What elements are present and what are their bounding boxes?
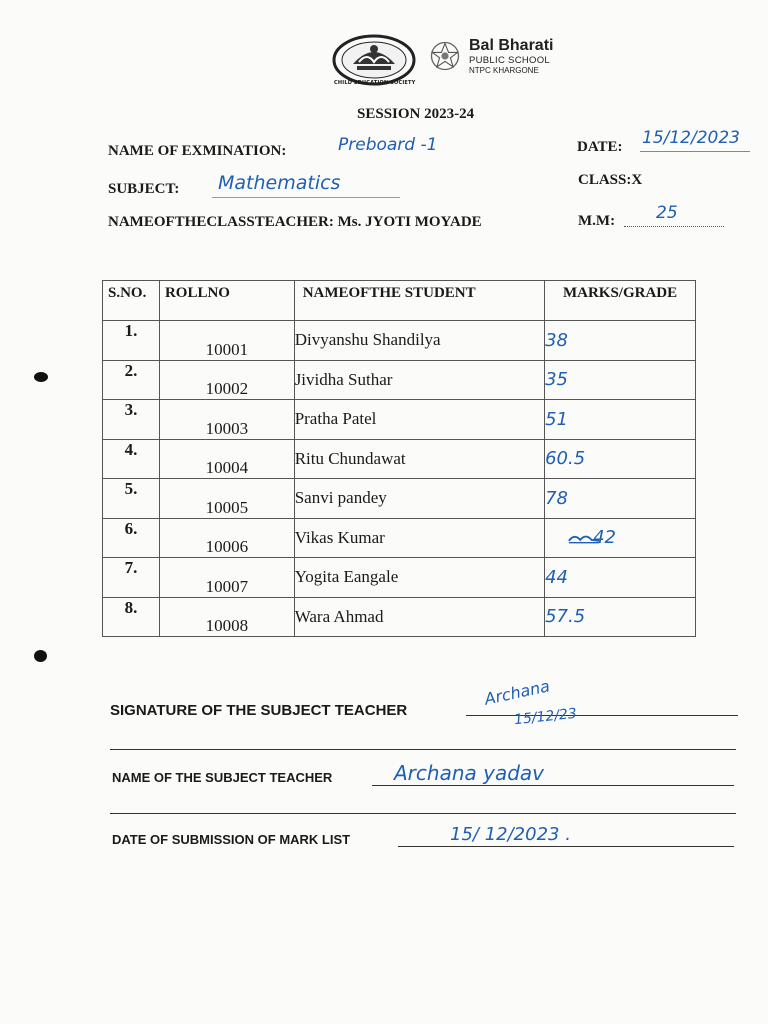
row-roll: 10006: [159, 518, 294, 558]
school-emblem-icon: [427, 38, 463, 74]
class-label: CLASS:X: [578, 172, 643, 188]
row-sno: 5.: [103, 479, 160, 519]
row-name: Jividha Suthar: [294, 360, 544, 400]
row-mark-cell: [545, 479, 696, 519]
signature-label: SIGNATURE OF THE SUBJECT TEACHER: [110, 702, 408, 719]
row-sno: 2.: [103, 360, 160, 400]
row-mark-cell: [545, 518, 696, 558]
punch-hole-top: [34, 372, 48, 382]
submission-value: 15/ 12/2023 .: [450, 824, 571, 845]
row-mark: 60.5: [545, 448, 586, 470]
subject-value: Mathematics: [218, 172, 341, 194]
col-header-name: NAMEOFTHE STUDENT: [294, 281, 544, 321]
row-roll: 10003: [159, 400, 294, 440]
table-row: [103, 597, 696, 637]
row-mark-cell: [545, 400, 696, 440]
date-value: 15/12/2023: [642, 128, 740, 148]
table-header-row: [103, 281, 696, 321]
table-row: [103, 321, 696, 361]
row-roll: 10007: [159, 558, 294, 598]
row-roll: 10001: [159, 321, 294, 361]
col-header-sno: S.NO.: [103, 281, 160, 321]
row-sno: 7.: [103, 558, 160, 598]
separator-line-2: [110, 813, 736, 814]
row-sno: 1.: [103, 321, 160, 361]
punch-hole-bottom: [34, 650, 47, 662]
teacher-name-line: [372, 785, 734, 786]
teacher-name-label: NAME OF THE SUBJECT TEACHER: [112, 770, 333, 785]
signature-date: 15/12/23: [513, 705, 578, 729]
row-mark-cell: [545, 321, 696, 361]
class-teacher-label: NAMEOFTHECLASSTEACHER: Ms. JYOTI MOYADE: [108, 214, 482, 230]
subject-underline: [212, 197, 400, 198]
col-header-marks: MARKS/GRADE: [545, 281, 696, 321]
mm-label: M.M:: [578, 213, 616, 229]
exam-label: NAME OF EXMINATION:: [108, 143, 287, 159]
row-mark-cell: [545, 360, 696, 400]
row-name: Vikas Kumar: [294, 518, 544, 558]
row-mark: 38: [545, 329, 568, 351]
row-name: Ritu Chundawat: [294, 439, 544, 479]
row-mark: 51: [545, 408, 568, 430]
row-mark: 35: [545, 369, 568, 391]
submission-line: [398, 846, 734, 847]
submission-label: DATE OF SUBMISSION OF MARK LIST: [112, 832, 351, 847]
table-row: [103, 439, 696, 479]
table-row: [103, 400, 696, 440]
signature-value: Archana: [482, 676, 552, 709]
row-name: Divyanshu Shandilya: [294, 321, 544, 361]
row-mark-cell: [545, 558, 696, 598]
school-sub1: PUBLIC SCHOOL: [469, 55, 550, 66]
teacher-name-value: Archana yadav: [394, 761, 544, 785]
separator-line-1: [110, 749, 736, 750]
row-sno: 4.: [103, 439, 160, 479]
school-name: Bal Bharati: [469, 37, 554, 54]
row-mark: 44: [545, 566, 568, 588]
exam-value: Preboard -1: [338, 135, 438, 155]
row-mark: 78: [545, 487, 568, 509]
row-name: Sanvi pandey: [294, 479, 544, 519]
row-roll: 10002: [159, 360, 294, 400]
date-underline: [640, 151, 750, 152]
row-mark-cell: [545, 439, 696, 479]
row-mark-cell: [545, 597, 696, 637]
row-sno: 6.: [103, 518, 160, 558]
col-header-roll: ROLLNO: [159, 281, 294, 321]
subject-label: SUBJECT:: [108, 181, 180, 197]
row-roll: 10005: [159, 479, 294, 519]
row-name: Pratha Patel: [294, 400, 544, 440]
row-sno: 3.: [103, 400, 160, 440]
row-roll: 10004: [159, 439, 294, 479]
marks-table: [102, 280, 696, 637]
row-roll: 10008: [159, 597, 294, 637]
table-row: [103, 479, 696, 519]
row-name: Yogita Eangale: [294, 558, 544, 598]
row-sno: 8.: [103, 597, 160, 637]
row-name: Wara Ahmad: [294, 597, 544, 637]
row-mark: 57.5: [545, 606, 586, 628]
date-label: DATE:: [577, 139, 623, 155]
mm-underline: [624, 226, 724, 227]
table-row: [103, 360, 696, 400]
school-sub2: NTPC KHARGONE: [469, 65, 539, 75]
row-mark: 42: [593, 527, 616, 549]
table-row: [103, 518, 696, 558]
school-brand: [469, 38, 553, 75]
logo-caption: CHILD EDUCATION SOCIETY: [334, 80, 416, 86]
table-row: [103, 558, 696, 598]
scribble-icon: [567, 531, 601, 545]
mm-value: 25: [656, 203, 678, 223]
session-title: SESSION 2023-24: [357, 106, 475, 122]
signature-line: [466, 715, 738, 716]
